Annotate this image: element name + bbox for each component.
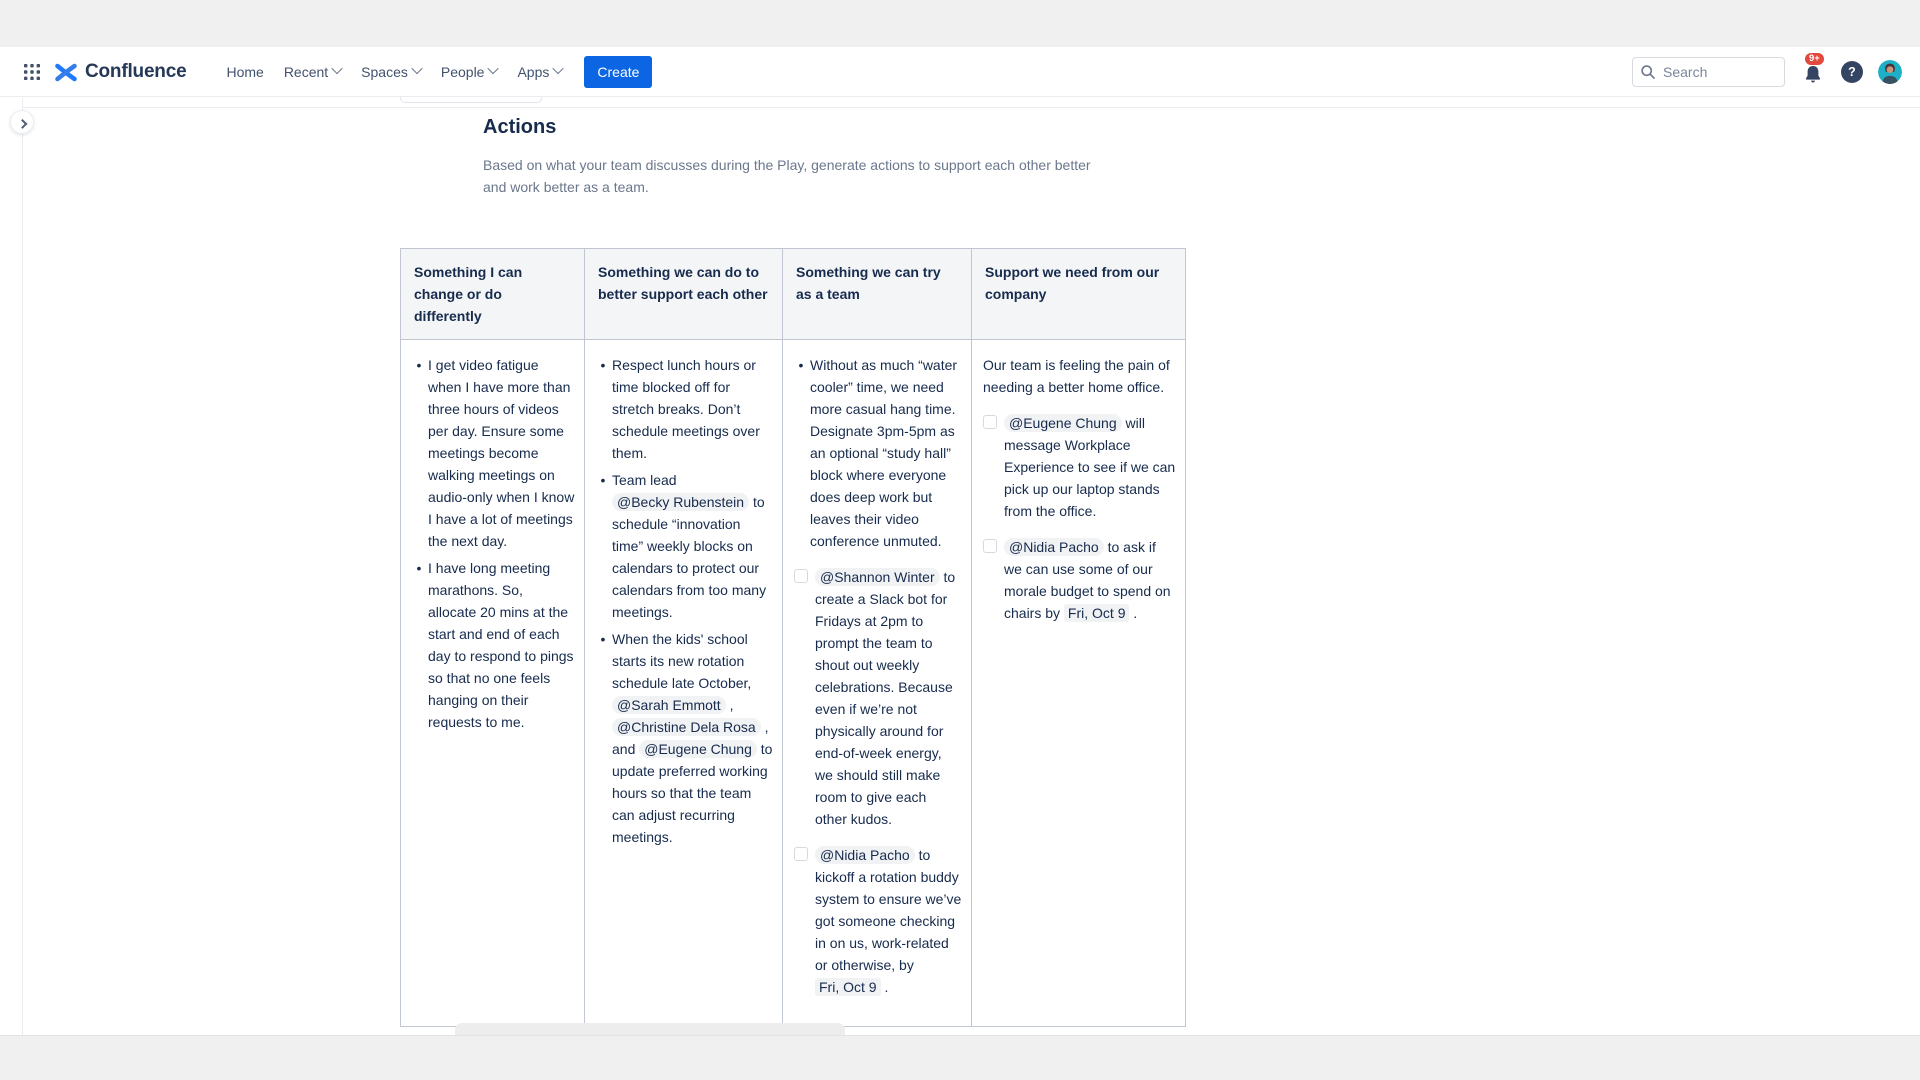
actions-table <box>400 248 1186 1027</box>
task-checkbox[interactable] <box>794 847 808 861</box>
actions-table-wrap <box>400 248 1186 1027</box>
confluence-logo[interactable] <box>54 60 186 84</box>
bullet-item <box>594 628 773 848</box>
nav-item-label: Home <box>226 63 264 80</box>
nav-item-people[interactable] <box>431 58 508 86</box>
task-item <box>792 566 962 830</box>
mention-pill[interactable]: @Christine Dela Rosa <box>612 718 761 736</box>
nav-item-label: Apps <box>517 63 550 80</box>
mention-pill[interactable]: @Shannon Winter <box>815 568 940 586</box>
task-checkbox[interactable] <box>794 569 808 583</box>
task-text: @Eugene Chung will message Workplace Experience to see if we can pick up our laptop stands from the office. <box>1004 415 1176 519</box>
grid-dots-icon <box>24 64 40 80</box>
app-switcher-icon[interactable] <box>18 58 46 86</box>
mention-pill[interactable]: @Eugene Chung <box>1004 414 1122 432</box>
table-cell <box>783 340 972 1027</box>
column-header: Something we can try as a team <box>783 249 972 340</box>
task-text: @Shannon Winter to create a Slack bot for Fridays at 2pm to prompt the team to shout out weekly celebrations. Because even if we’re not physically around for end-of-week energy, we should still make room to give each other kudos. <box>815 569 956 827</box>
bullet-marker: • <box>416 357 422 373</box>
table-body-row <box>401 340 1186 1027</box>
bullet-item <box>792 354 962 552</box>
date-lozenge[interactable]: Fri, Oct 9 <box>1064 604 1130 622</box>
chevron-down-icon <box>332 63 343 74</box>
partially-visible-element <box>400 97 542 103</box>
task-checkbox[interactable] <box>983 415 997 429</box>
bullet-item <box>594 469 773 623</box>
create-button[interactable]: Create <box>584 56 652 88</box>
page-title: Actions <box>483 116 557 139</box>
question-mark-icon: ? <box>1848 64 1856 79</box>
search-box <box>1632 57 1785 87</box>
bullet-text: I have long meeting marathons. So, allocate 20 mins at the start and end of each day to respond to pings so that no one feels hanging on their requests to me. <box>428 560 574 730</box>
mention-pill[interactable]: @Eugene Chung <box>639 740 757 758</box>
nav-item-label: People <box>440 63 485 80</box>
bullet-item <box>410 354 575 552</box>
bullet-marker: • <box>416 560 422 576</box>
task-item <box>981 412 1176 522</box>
bottom-bar <box>0 1035 1920 1080</box>
os-top-strip <box>0 0 1920 47</box>
avatar-photo <box>1878 60 1902 84</box>
bullet-text: I get video fatigue when I have more than three hours of videos per day. Ensure some meetings become walking meetings on audio-only when I know I have a lot of meetings the next day. <box>428 357 575 549</box>
confluence-logo-icon <box>54 60 78 84</box>
top-navbar <box>0 47 1920 97</box>
mention-pill[interactable]: @Sarah Emmott <box>612 696 726 714</box>
bullet-text: Without as much “water cooler” time, we need more casual hang time. Designate 3pm-5pm as an optional “study hall” block where everyone does deep work but leaves their video conference unmuted. <box>810 357 958 549</box>
task-item <box>981 536 1176 624</box>
bullet-text: When the kids' school starts its new rotation schedule late October, @Sarah Emmott , @Christine Dela Rosa , and @Eugene Chung to update preferred working hours so that the team can adjust recurring meetings. <box>612 631 773 845</box>
bullet-text: Respect lunch hours or time blocked off for stretch breaks. Don’t schedule meetings over them. <box>612 357 760 461</box>
notification-badge: 9+ <box>1804 52 1825 66</box>
page-description: Based on what your team discusses during the Play, generate actions to support each other better and work better as a team. <box>483 157 1091 195</box>
bullet-marker: • <box>600 357 606 373</box>
table-cell <box>585 340 783 1027</box>
task-checkbox[interactable] <box>983 539 997 553</box>
help-button[interactable] <box>1841 61 1863 83</box>
expand-sidebar-button[interactable] <box>10 110 34 134</box>
search-icon <box>1640 64 1656 80</box>
notifications-button[interactable] <box>1800 53 1826 85</box>
column-header: Something we can do to better support each other <box>585 249 783 340</box>
bell-icon <box>1803 64 1823 85</box>
mention-pill[interactable]: @Nidia Pacho <box>1004 538 1104 556</box>
chevron-right-icon <box>17 118 27 128</box>
user-avatar[interactable] <box>1878 60 1902 84</box>
bullet-marker: • <box>600 631 606 647</box>
column-header: Support we need from our company <box>972 249 1186 340</box>
table-header-row <box>401 249 1186 340</box>
chevron-down-icon <box>488 63 499 74</box>
bullet-item <box>410 557 575 733</box>
chevron-down-icon <box>411 63 422 74</box>
column-header: Something I can change or do differently <box>401 249 585 340</box>
nav-item-spaces[interactable] <box>351 58 431 86</box>
bullet-item <box>594 354 773 464</box>
nav-item-home[interactable] <box>216 58 273 86</box>
chevron-down-icon <box>553 63 564 74</box>
cell-paragraph: Our team is feeling the pain of needing a better home office. <box>983 357 1170 395</box>
nav-item-label: Spaces <box>361 63 408 80</box>
nav-item-recent[interactable] <box>274 58 351 86</box>
sidebar-rail-divider <box>22 98 23 1035</box>
mention-pill[interactable]: @Nidia Pacho <box>815 846 915 864</box>
bullet-text: Team lead @Becky Rubenstein to schedule “innovation time” weekly blocks on calendars to protect our calendars from too many meetings. <box>612 472 767 620</box>
table-cell <box>972 340 1186 1027</box>
bullet-marker: • <box>798 357 804 373</box>
content-top-divider <box>23 107 1920 108</box>
bullet-marker: • <box>600 472 606 488</box>
task-text: @Nidia Pacho to kickoff a rotation buddy system to ensure we’ve got someone checking in on us, work-related or otherwise, by Fri, Oct 9 . <box>815 847 962 995</box>
table-cell <box>401 340 585 1027</box>
mention-pill[interactable]: @Becky Rubenstein <box>612 493 749 511</box>
date-lozenge[interactable]: Fri, Oct 9 <box>815 978 881 996</box>
nav-item-apps[interactable] <box>507 58 572 86</box>
task-text: @Nidia Pacho to ask if we can use some of our morale budget to spend on chairs by Fri, Oct 9 . <box>1004 539 1171 621</box>
task-item <box>792 844 962 998</box>
nav-item-label: Recent <box>283 63 329 80</box>
logo-text: Confluence <box>85 60 187 82</box>
